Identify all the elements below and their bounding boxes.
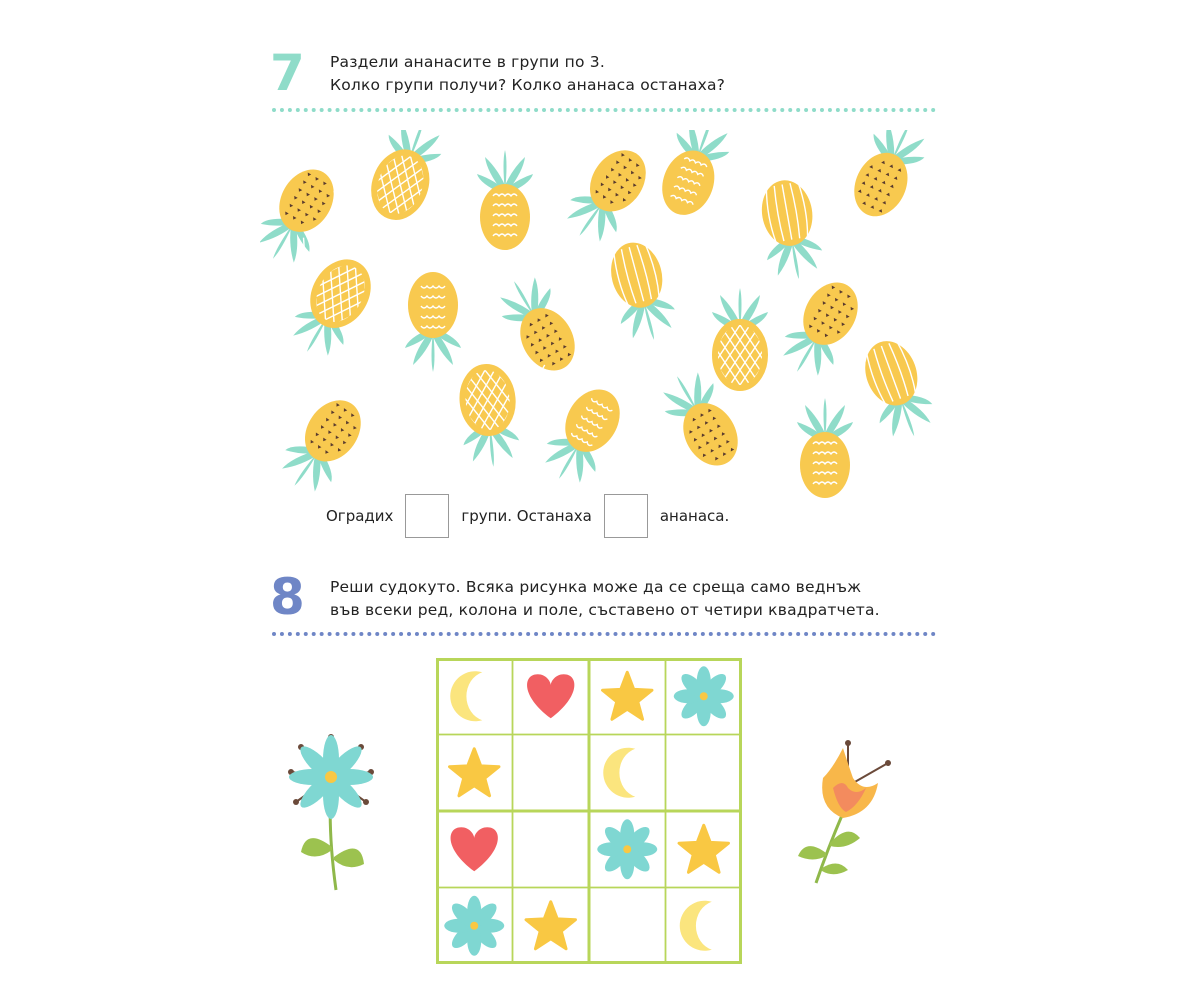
sudoku-empty-cell[interactable] (593, 892, 662, 961)
sudoku-empty-cell[interactable] (517, 739, 586, 808)
task-8-divider (272, 632, 936, 636)
pineapple (557, 138, 660, 252)
sudoku-empty-cell[interactable] (670, 739, 739, 808)
pineapple (477, 150, 533, 250)
daisy-flower-illustration (276, 732, 386, 897)
sudoku-grid (436, 658, 742, 964)
pineapple (405, 272, 461, 372)
groups-answer-box[interactable] (405, 494, 449, 538)
pineapple (272, 388, 375, 502)
task-7-line-2: Колко групи получи? Колко ананаса останаха? (330, 76, 726, 94)
pineapple (797, 398, 853, 498)
pineapple (754, 176, 827, 284)
sudoku-empty-cell[interactable] (517, 815, 586, 884)
task-7-line-1: Раздели ананасите в групи по 3. (330, 53, 605, 71)
flower-icon (444, 896, 504, 956)
task-8-line-2: във всеки ред, колона и поле, съставено от четири квадратчета. (330, 601, 880, 619)
pineapple (490, 267, 588, 382)
task-8-number: 8 (270, 568, 305, 626)
task-7-instructions (330, 51, 725, 97)
answer-text-1: Оградих (326, 507, 394, 525)
tulip-flower-illustration (788, 738, 898, 888)
task-7-number: 7 (270, 44, 305, 102)
pineapple (854, 333, 941, 446)
pineapple (601, 236, 681, 347)
remaining-answer-box[interactable] (604, 494, 648, 538)
pineapple (651, 130, 738, 223)
pineapple (260, 158, 347, 273)
pineapple (260, 235, 409, 382)
answer-text-2: групи. Останаха (461, 507, 592, 525)
answer-line (326, 494, 729, 538)
task-8-line-1: Реши судокуто. Всяка рисунка може да се среща само веднъж (330, 578, 862, 596)
pineapples-illustration (260, 130, 950, 510)
flower-icon (674, 666, 734, 726)
pineapple (425, 362, 553, 472)
answer-text-3: ананаса. (659, 507, 730, 525)
task-7-divider (272, 108, 936, 112)
pineapple (535, 378, 633, 493)
flower-icon (597, 819, 657, 879)
pineapple (333, 130, 480, 236)
pineapple (842, 130, 935, 226)
task-8-instructions (330, 576, 880, 622)
